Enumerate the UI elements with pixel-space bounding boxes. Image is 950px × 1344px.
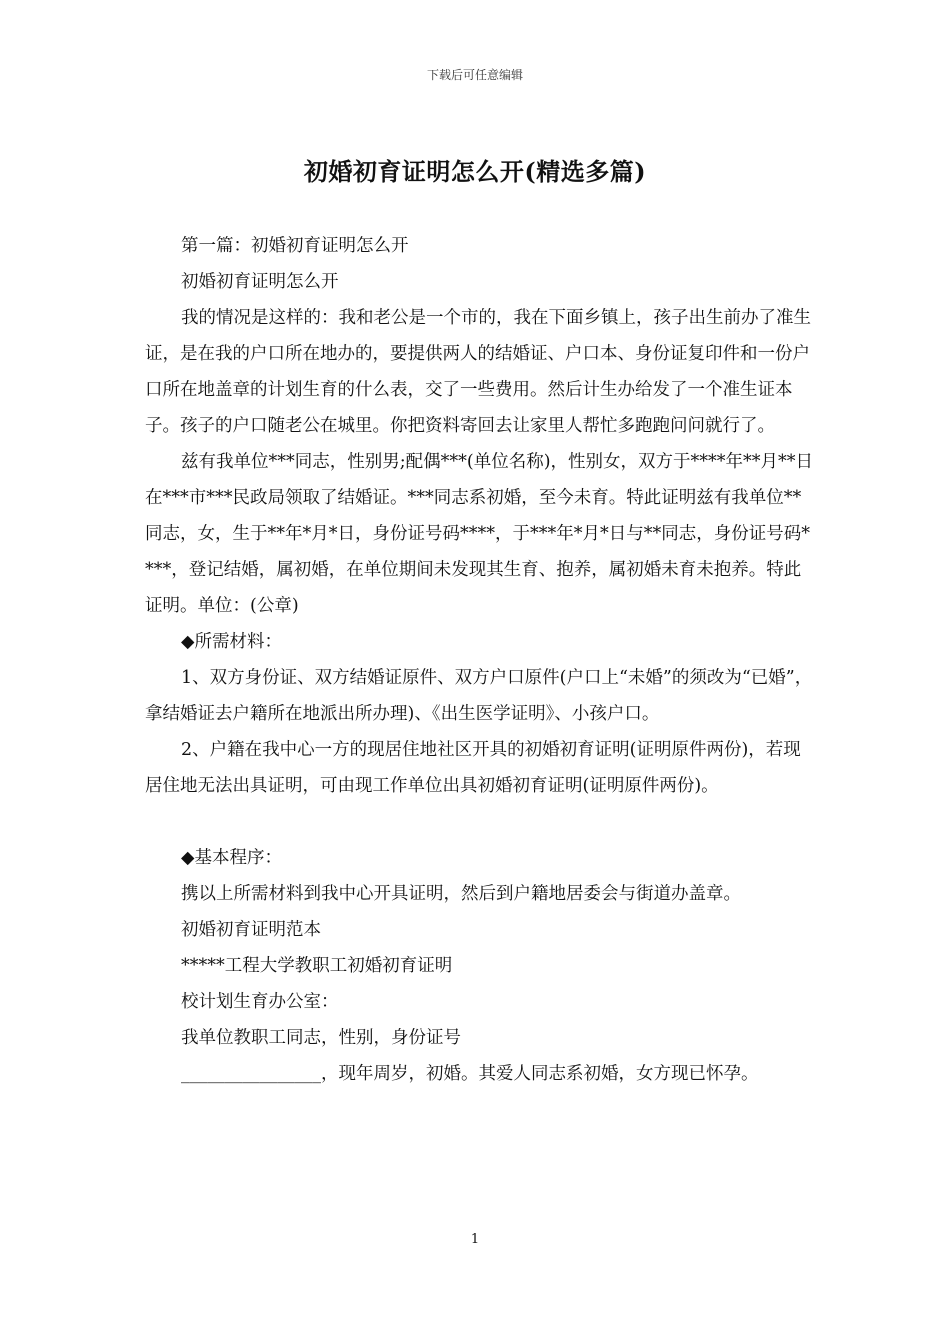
subheading: 初婚初育证明怎么开 bbox=[181, 272, 339, 292]
salutation: 校计划生育办公室： bbox=[181, 992, 339, 1012]
download-note: 下载后可任意编辑 bbox=[426, 68, 523, 82]
document-body bbox=[145, 228, 817, 1092]
body-paragraph: 兹有我单位***同志，性别男;配偶***(单位名称)，性别女，双方于****年**月**日在***市***民政局领取了结婚证。***同志系初婚，至今未育。特此证明兹有我单位**同志，女，生于**年*月*日，身份证号码****，于***年*月*日与**同志，身份证号码****，登记结婚，属初婚，在单位期间未发现其生育、抱养，属初婚未育未抱养。特此证明。单位：(公章) bbox=[145, 452, 814, 616]
list-item: 2、户籍在我中心一方的现居住地社区开具的初婚初育证明(证明原件两份)，若现居住地无法出具证明，可由现工作单位出具初婚初育证明(证明原件两份)。 bbox=[145, 740, 801, 796]
body-paragraph: ________________，现年周岁，初婚。其爱人同志系初婚，女方现已怀孕。 bbox=[181, 1064, 759, 1084]
procedure-heading: ◆基本程序： bbox=[181, 848, 282, 868]
subheading: 初婚初育证明范本 bbox=[181, 920, 321, 940]
list-item: 1、双方身份证、双方结婚证原件、双方户口原件(户口上“未婚”的须改为“已婚”，拿结婚证去户籍所在地派出所办理)、《出生医学证明》、小孩户口。 bbox=[145, 668, 813, 724]
certificate-title: *****工程大学教职工初婚初育证明 bbox=[181, 956, 453, 976]
body-paragraph: 携以上所需材料到我中心开具证明，然后到户籍地居委会与街道办盖章。 bbox=[181, 884, 741, 904]
section-heading: 第一篇：初婚初育证明怎么开 bbox=[181, 236, 409, 256]
materials-heading: ◆所需材料： bbox=[181, 632, 282, 652]
document-title: 初婚初育证明怎么开(精选多篇) bbox=[303, 157, 647, 186]
spacer bbox=[145, 804, 817, 840]
page-number: 1 bbox=[470, 1232, 480, 1247]
body-paragraph: 我的情况是这样的：我和老公是一个市的，我在下面乡镇上，孩子出生前办了准生证，是在我的户口所在地办的，要提供两人的结婚证、户口本、身份证复印件和一份户口所在地盖章的计划生育的什么表，交了一些费用。然后计生办给发了一个准生证本子。孩子的户口随老公在城里。你把资料寄回去让家里人帮忙多跑跑问问就行了。 bbox=[145, 308, 811, 436]
body-paragraph: 我单位教职工同志，性别，身份证号 bbox=[181, 1028, 461, 1048]
